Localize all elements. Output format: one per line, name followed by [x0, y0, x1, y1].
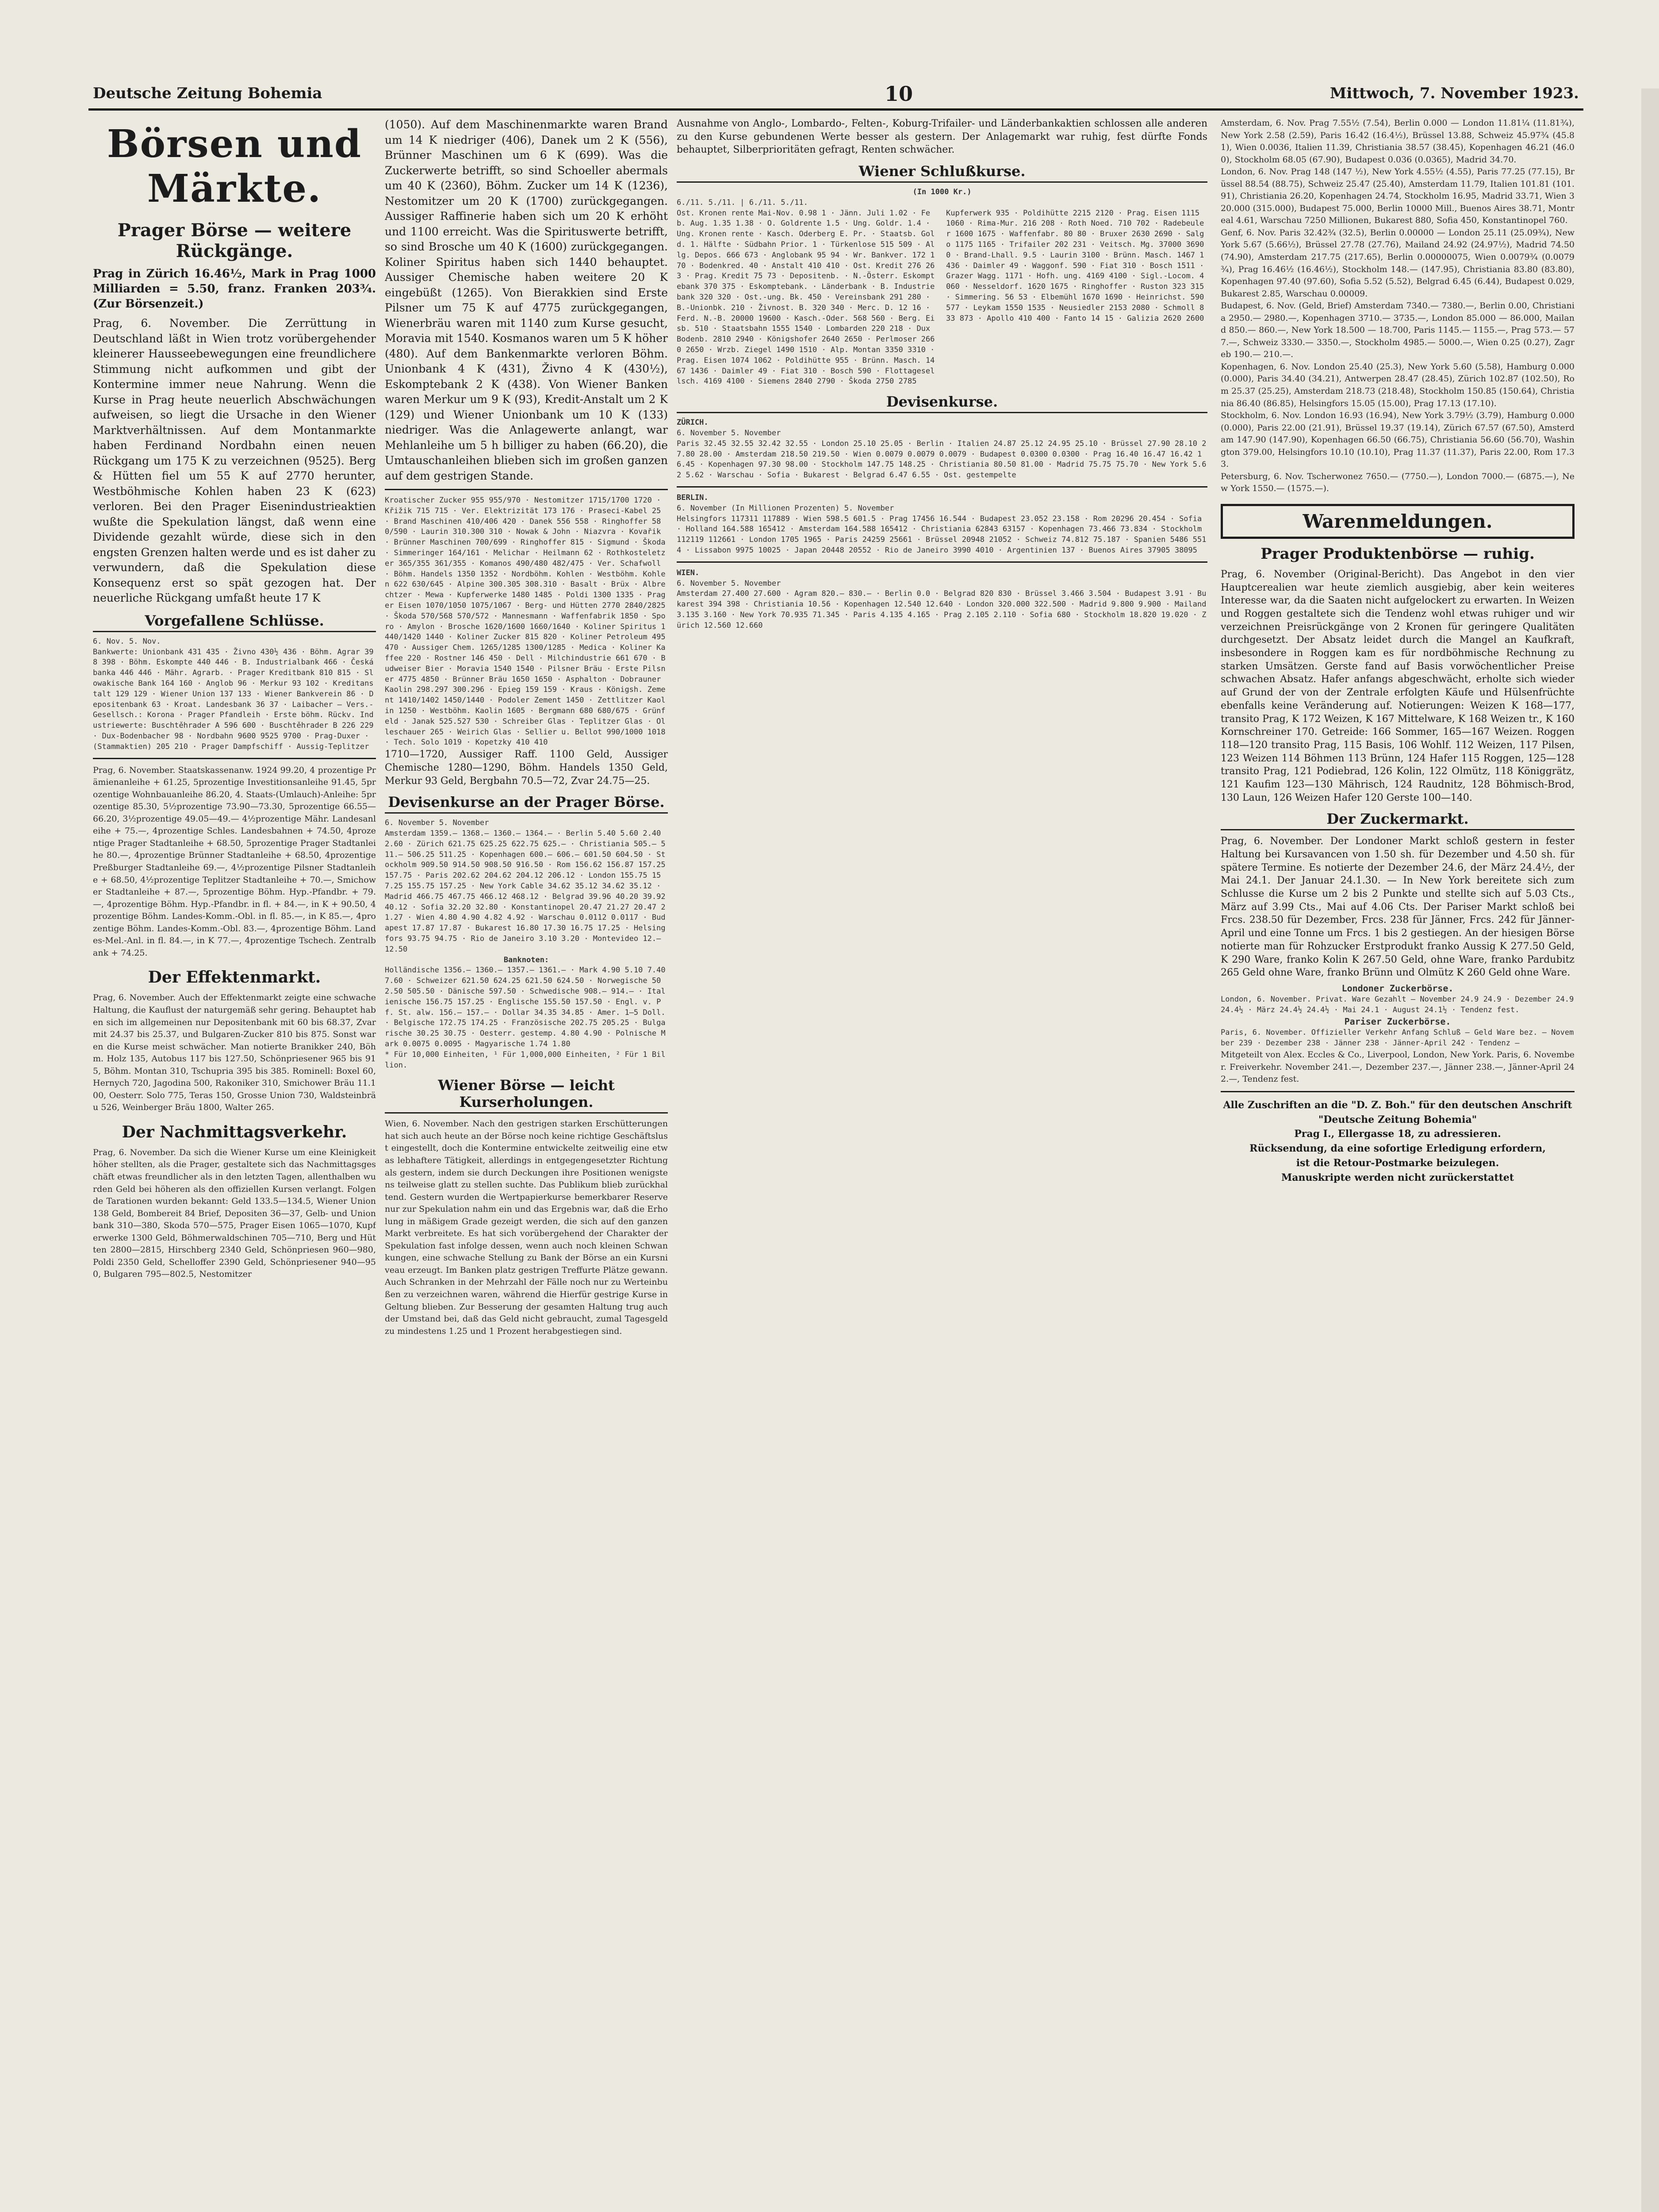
zuckermarkt-title: Der Zuckermarkt. [1221, 810, 1575, 830]
notice-line-3: Prag I., Ellergasse 18, zu adressieren. [1294, 1128, 1501, 1140]
closings-title: Vorgefallene Schlüsse. [93, 612, 376, 632]
closings-tail: 1710—1720, Aussiger Raff. 1100 Geld, Aussiger Chemische 1280—1290, Böhm. Handels 1350 Geld, Merkur 93 Geld, Bergbahn 70.5—72, Zvar 24.75—25. [385, 749, 668, 787]
wien-heads: 6. November 5. November [677, 579, 781, 588]
article-title: Prager Börse — weitere Rückgänge. [117, 220, 352, 261]
notice-line-2: "Deutsche Zeitung Bohemia" [1318, 1114, 1477, 1125]
banknoten-label: Banknoten: [503, 955, 549, 964]
closings-column-heads: 6. Nov. 5. Nov. [93, 637, 161, 646]
wiener-schluss-table-b: Kupferwerk 935 · Poldihütte 2215 2120 · Prag. Eisen 1115 1060 · Rima-Mur. 216 208 · Roth Noed. 710 702 · Radebeuler 1600 1675 · Waffenfabr. 80 80 · Bruxer 2630 2690 · Salgo 1175 1165 · Trifailer 202 231 · Veitsch. Mg. 37000 36900 · Brand-Lhall. 9.5 · Laurin 3100 · Brünn. Masch. 1467 1436 · Daimler 49 · Waggonf. 590 · Fiat 310 · Bosch 1511 · Grazer Wagg. 1171 · Hofh. ung. 4169 4100 · Sigl.-Locom. 4060 · Nesseldorf. 1620 1675 · Ringhoffer · Ruston 323 315 · Simmering. 56 53 · Elbemühl 1670 1690 · Heinrichst. 590 577 · Leykam 1550 1535 · Neusiedler 2153 2080 · Schmoll 833 873 · Apollo 410 400 · Fanto 14 15 · Galizia 2620 2600 [946, 208, 1204, 323]
devisen-title: Devisenkurse an der Prager Börse. [385, 794, 668, 814]
pariser-zucker-title: Pariser Zuckerbörse. [1344, 1016, 1451, 1027]
budapest-rates: Budapest, 6. Nov. (Geld, Brief) Amsterdam 7340.— 7380.—, Berlin 0.00, Christiania 2950.— 2980.—, Kopenhagen 3710.— 3735.—, London 85.000 — 86.000, Mailand 850.— 860.—, New York 18.500 — 18.700, Paris 1145.— 1155.—, Prag 573.— 577.—, Schweiz 3330.— 3350.—, Stockholm 4985.— 5000.—, Wien 0.25 (0.27), Zagreb 190.— 210.—. [1221, 301, 1575, 360]
wiener-schluss-title: Wiener Schlußkurse. [677, 163, 1207, 183]
editorial-notice [1221, 1098, 1575, 1185]
effekten-body: Prag, 6. November. Auch der Effektenmarkt zeigte eine schwache Haltung, die Kauflust der naturgemäß sehr gering. Behauptet haben sich im allgemeinen nur Depositenbank mit 60 bis 68.37, Zvar mit 24.37 bis 25.37, und Bulgaren-Zucker 810 bis 875. Sonst waren die Kurse meist schwächer. Man notierte Branikker 240, Böhm. Holz 135, Autobus 117 bis 127.50, Schönpriesener 965 bis 915, Böhm. Montan 310, Tschupria 395 bis 385. Rominell: Boxel 60, Hernych 720, Jagodina 500, Rakoniker 310, Smichower Bräu 11.100, Oesterr. Solo 775, Teras 150, Grosse Union 730, Waldsteinbräu 526, Weinberger Bräu 1800, Walter 265. [93, 993, 376, 1113]
berlin-label: BERLIN. [677, 493, 709, 502]
nachmittag-title: Der Nachmittagsverkehr. [122, 1122, 347, 1141]
banknoten-table: Holländische 1356.— 1360.— 1357.— 1361.— · Mark 4.90 5.10 7.40 7.60 · Schweizer 621.50 624.25 621.50 624.50 · Norwegische 502.50 505.50 · Dänische 597.50 · Schwedische 908.— 914.— · Italienische 156.75 157.25 · Englische 155.50 157.50 · Engl. v. Pf. St. alw. 156.— 157.— · Dollar 34.35 34.85 · Amer. 1—5 Doll. · Belgische 172.75 174.25 · Französische 202.75 205.25 · Bulgarische 30.25 30.75 · Oesterr. gestemp. 4.80 4.90 · Polnische Mark 0.0075 0.0095 · Magyarische 1.74 1.80 [385, 966, 666, 1048]
notice-line-5: ist die Retour-Postmarke beizulegen. [1296, 1157, 1499, 1169]
zuckermarkt-body: Prag, 6. November. Der Londoner Markt schloß gestern in fester Haltung bei Kursavancen von 1.50 sh. für Dezember und 4.50 sh. für spätere Termine. Es notierte der Dezember 24.6, der März 24.4½, der Mai 24.1. Der Januar 24.1.30. — In New York bereitete sich zum Schlusse die Kurse um 2 bis 2 Punkte und stellte sich auf 5.03 Cts., März auf 3.99 Cts., Mai auf 4.06 Cts. Der Pariser Markt schloß bei Frcs. 238.50 für Dezember, Frcs. 238 für Jänner, Frcs. 242 für Jänner-April und eine Tonne um Frcs. 1 bis 2 gestiegen. An der hiesigen Börse notierte man für Rohzucker Erstprodukt franko Aussig K 277.50 Geld, K 290 Ware, franko Kolin K 267.50 Geld, ohne Ware, franko Pardubitz 265 Geld ohne Ware, franko Brünn und Olmütz K 260 Geld ohne Ware. [1221, 836, 1575, 979]
column-2 [385, 117, 668, 2212]
wien-intro: Ausnahme von Anglo-, Lombardo-, Felten-, Koburg-Trifailer- und Länderbankaktien schlossen alle anderen zu den Kurse gebundenen Werte besser als gestern. Der Anlagemarkt war ruhig, fest dürfte Fonds behauptet, Silberprioritäten gefragt, Renten schwächer. [677, 118, 1207, 156]
amsterdam-rates: Amsterdam, 6. Nov. Prag 7.55½ (7.54), Berlin 0.000 — London 11.81¼ (11.81¾), New York 2.58 (2.59), Paris 16.42 (16.4½), Brüssel 13.88, Schweiz 45.97¾ (45.81), Wien 0.0036, Italien 11.39, Christiania 38.57 (38.45), Kopenhagen 46.21 (46.00), Stockholm 68.05 (67.90), Budapest 0.036 (0.0365), Madrid 34.70. [1221, 118, 1575, 165]
notice-line-6: Manuskripte werden nicht zurückerstattet [1281, 1171, 1514, 1183]
notice-line-1: Alle Zuschriften an die "D. Z. Boh." für den deutschen Anschrift [1223, 1099, 1572, 1111]
page-header [88, 82, 1583, 111]
article-body: Prag, 6. November. Die Zerrüttung in Deutschland läßt in Wien trotz vorübergehender kleinerer Hausseebewegungen eine freundlichere Stimmung nicht aufkommen und gibt der Kontermine immer neue Nahrung. Wenn die Kurse in Prag heute neuerlich Abschwächungen aufweisen, so liegt die Ursache in den Wiener Marktverhältnissen. Auf dem Montanmarkte haben Ferdinand Nordbahn einen neuen Rückgang um 175 K zu verzeichnen (9525). Berg & Hütten fiel um 55 K auf 2770 herunter, Westböhmische Kohlen haben 23 K (623) verloren. Bei den Prager Eisenindustrieaktien wußte die Spekulation längst, daß wenn eine Dividende gezahlt würde, diese sich in den engsten Grenzen halten werde und es ist daher zu verwundern, daß die Spekulation diese Konsequenz erst so spät gezogen hat. Der neuerliche Rückgang umfaßt heute 17 K [93, 317, 376, 605]
market-report: (1050). Auf dem Maschinenmarkte waren Brand um 14 K niedriger (406), Danek um 2 K (556), Brünner Maschinen um 6 K (699). Was die Zuckerwerte betrifft, so sind Schoeller abermals um 40 K (2360), Böhm. Zucker um 14 K (1236), Nestomitzer um 20 K (1700) zurückgegangen. Aussiger Raffinerie haben sich um 20 K erhöht und 1100 erreicht. Was die Spirituswerte betrifft, so sind Brosche um 40 K (1600) zurückgegangen. Koliner Spiritus haben sich 1440 behauptet. Aussiger Chemische haben weitere 20 K eingebüßt (1265). Von Bierakkien sind Erste Pilsner um 75 K auf 4775 zurückgegangen, Wienerbräu waren mit 1140 zum Kurse gesucht, Moravia mit 1540. Kosmanos waren um 5 K höher (480). Auf dem Bankenmarkte verloren Böhm. Unionbank 4 K (431), Živno 4 K (430½), Eskomptebank 2 K (438). Von Wiener Banken waren Merkur um 9 K (93), Kredit-Anstalt um 2 K (129) und Wiener Unionbank um 10 K (133) niedriger. Was die Anlagewerte anlangt, war Mehlanleihe um 5 h billiger zu haben (66.20), die Umtauschanleihen blieben sich im großen ganzen auf dem gestrigen Stande. [385, 118, 668, 482]
column-4 [1221, 117, 1575, 2212]
stockholm-rates: Stockholm, 6. Nov. London 16.93 (16.94), New York 3.79½ (3.79), Hamburg 0.000 (0.000), Paris 22.00 (21.91), Brüssel 19.37 (19.14), Zürich 67.57 (67.50), Amsterdam 147.90 (147.90), Kopenhagen 66.50 (66.75), Christiania 56.60 (56.70), Washington 379.00, Helsingfors 10.10 (10.10), Prag 11.37 (11.37), Paris 22.00, Rom 17.33. [1221, 411, 1575, 469]
wiener-boerse-body: Wien, 6. November. Nach den gestrigen starken Erschütterungen hat sich auch heute an der Börse noch keine richtige Geschäftslust eingestellt, doch die Kontermine entwickelte zeitweilig eine etwas lebhaftere Tätigkeit, allerdings in entgegengesetzter Richtung als gestern, indem sie durch Deckungen ihre Positionen wenigstens teilweise glatt zu stellen suchte. Das Publikum blieb zurückhaltend. Gestern wurden die Wertpapierkurse bemerkbarer Reserve nur zur Spekulation nahm ein und das Ergebnis war, daß die Erholung in mäßigem Grade gezeigt werden, die sich auf den ganzen Markt verbreitete. Es hat sich vorübergehend der Charakter der Spekulation fast infolge dessen, wenn auch noch kleinen Schwankungen, eine schwache Stellung zu Bank der Börse an ein Kursniveau erzeugt. Im Banken platz gestrigen Treffurte Plätze gewann. Auch Schranken in der Mehrzahl der Fälle noch nur zu Werteinbußen zu verzeichnen waren, während die Hierfür gestrige Kurse in Geltung blieben. Zur Besserung der gesamten Haltung trug auch der Umstand bei, daß das Geld nicht gebraucht, zumal Tagesgeld zu mindestens 1.25 und 1 Prozent herabgestiegen sind. [385, 1119, 668, 1336]
zurich-label: ZÜRICH. [677, 418, 709, 427]
devisen-table: Amsterdam 1359.— 1368.— 1360.— 1364.— · Berlin 5.40 5.60 2.40 2.60 · Zürich 621.75 625.25 622.75 625.— · Christiania 505.— 511.— 506.25 511.25 · Kopenhagen 600.— 606.— 601.50 604.50 · Stockholm 909.50 914.50 908.50 916.50 · Rom 156.62 156.87 157.25 157.75 · Paris 202.62 204.62 204.12 206.12 · London 155.75 157.25 155.75 157.25 · New York Cable 34.62 35.12 34.62 35.12 · Madrid 466.75 467.75 466.12 468.12 · Belgrad 39.96 40.20 39.92 40.12 · Sofia 32.20 32.80 · Konstantinopel 20.47 21.27 20.47 21.27 · Wien 4.80 4.90 4.82 4.92 · Warschau 0.0112 0.0117 · Budapest 17.87 17.87 · Bukarest 16.80 17.30 16.75 17.25 · Helsingfors 93.75 94.75 · Rio de Janeiro 3.10 3.20 · Montevideo 12.— 12.50 [385, 829, 666, 954]
notice-line-4: Rücksendung, da eine sofortige Erledigung erfordern, [1249, 1143, 1546, 1155]
closings-note: Prag, 6. November. Staatskassenanw. 1924 99.20, 4 prozentige Prämienanleihe + 61.25, 5prozentige Investitionsanleihe 91.45, 5prozentige Wohnbauanleihe 86.20, 4. Staats-(Umlauch)-Anleihe: 5prozentige 85.30, 5½prozentige 73.90—73.30, 5prozentige 66.55—66.20, 3½prozentige 49.05—49.— 4½prozentige Mähr. Landesanleihe + 75.—, 4prozentige Schles. Landesbahnen + 74.50, 4prozentige Prager Stadtanleihe + 68.50, 5prozentige Prager Stadtanleihe 80.—, 4prozentige Brünner Stadtanleihe + 68.50, 4prozentige Preßburger Stadtanleihe 69.—, 4½prozentige Pilsner Stadtanleihe + 68.50, 4½prozentige Teplitzer Stadtanleihe + 70.—, Smichower Stadtanleihe + 87.—, 5prozentige Böhm. Hyp.-Pfandbr. + 79.—, 4prozentige Böhm. Hyp.-Pfandbr. in fl. + 84.—, in K + 90.50, 4prozentige Böhm. Landes-Komm.-Obl. in fl. 85.—, in K 85.—, 4prozentige Böhm. Landes-Komm.-Obl. 83.—, 4prozentige Böhm. Landes-Mel.-Anl. in fl. 84.—, in K 77.—, 4prozentige Tschech. Zentralbank + 74.25. [93, 765, 376, 958]
wien-label: WIEN. [677, 568, 700, 577]
nachmittag-body: Prag, 6. November. Da sich die Wiener Kurse um eine Kleinigkeit höher stellten, als die Prager, gestaltete sich das Nachmittagsgeschäft etwas freundlicher als in den letzten Tagen, allenthalben wurden Geld bei höheren als den offiziellen Kursen verlangt. Folgende Tarationen wurden bekannt: Geld 133.5—134.5, Wiener Union 138 Geld, Bombereit 84 Brief, Depositen 36—37, Gelb- und Unionbank 310—380, Skoda 570—575, Prager Eisen 1065—1070, Kupferwerke 1300 Geld, Böhmerwaldschinen 705—710, Berg und Hütten 2800—2815, Hirschberg 2340 Geld, Schönpriesen 960—980, Poldi 2350 Geld, Schelloffer 2390 Geld, Schönpriesener 940—950, Bulgaren 795—802.5, Nestomitzer [93, 1147, 376, 1279]
devisen-heads: 6. November 5. November [385, 818, 489, 828]
column-1 [93, 117, 376, 2212]
devisen-note: * Für 10,000 Einheiten, ¹ Für 1,000,000 Einheiten, ² Für 1 Billion. [385, 1050, 666, 1070]
devisenkurse-title: Devisenkurse. [677, 393, 1207, 413]
london-rates: London, 6. Nov. Prag 148 (147 ½), New York 4.55½ (4.55), Paris 77.25 (77.15), Brüssel 88.54 (88.75), Schweiz 25.47 (25.40), Amsterdam 11.79, Italien 101.81 (101.91), Christiania 26.20, Kopenhagen 24.74, Stockholm 16.95, Madrid 33.71, Wien 320.000 (315.000), Budapest 75.000, Berlin 10000 Mill., Buenos Aires 38.71, Montreal 4.61, Warschau 7250 Millionen, Bukarest 880, Sofia 450, Konstantinopel 760. [1221, 167, 1575, 226]
masthead-left: Deutsche Zeitung Bohemia [93, 84, 322, 102]
londoner-zucker-table: London, 6. November. Privat. Ware Gezahlt — November 24.9 24.9 · Dezember 24.9 24.4½ · März 24.4½ 24.4½ · Mai 24.1 · August 24.1½ · Tendenz fest. [1221, 995, 1574, 1014]
closings-table: Bankwerte: Unionbank 431 435 · Živno 430½ 436 · Böhm. Agrar 398 398 · Böhm. Eskompte 440 446 · B. Industrialbank 466 · Česká banka 446 446 · Mähr. Agrarb. · Prager Kreditbank 810 815 · Slowakische Bank 164 160 · Anglob 96 · Merkur 93 102 · Kreditanstalt 129 129 · Wiener Union 137 133 · Wiener Bankverein 86 · Depositenbank 63 · Kroat. Landesbank 36 37 · Laibacher — Vers.-Gesellsch.: Korona · Prager Pfandleih · Erste böhm. Rückv. Industriewerte: Buschtěhrader A 596 600 · Buschtěhrader B 226 229 · Dux-Bodenbacher 98 · Nordbahn 9600 9525 9700 · Prag-Duxer · (Stammaktien) 205 210 · Prager Dampfschiff · Aussig-Teplitzer [93, 647, 374, 751]
berlin-heads: 6. November (In Millionen Prozenten) 5. November [677, 503, 894, 513]
adjacent-page-edge [1641, 88, 1659, 2212]
wiener-schluss-sub: (In 1000 Kr.) [912, 188, 972, 197]
produktenboerse-body: Prag, 6. November (Original-Bericht). Das Angebot in den vier Hauptcerealien war heute ziemlich ausgiebig, aber kein weiteres Interesse war, da die Saaten nicht aufgelockert zu erwarten. In Weizen und Roggen gestaltete sich die Tendenz wohl etwas ruhiger und wir verzeichnen Preisrückgänge von 2 Kronen für geringere Qualitäten durchgesetzt. Der Absatz leidet durch die Mangel an Kaufkraft, insbesondere in Roggen kam es für nordböhmische Rechnung zu starken Umsätzen. Gerste fand auf Basis vorwöchentlicher Preise schwachen Absatz. Hafer anfangs abgeschwächt, erholte sich wieder auf Grund der von der Zentrale erfolgten Käufe und Hülsenfrüchte ebenfalls keine Veränderung auf. Notierungen: Weizen K 168—177, transito Prag, K 172 Weizen, K 167 Mittelware, K 168 Weizen tr., K 160 Kornschreiner 170. Getreide: 166 Sommer, 165—167 Weizen. Roggen 118—120 transito Prag, 115 Basis, 106 Wohlf. 112 Weizen, 117 Pilsen, 123 Weizen 114 Böhmen 113 Brünn, 124 Hafer 115 Roggen, 125—128 transito Prag, 121 Podiebrad, 126 Kolin, 122 Olmütz, 118 Königgrätz, 121 Kaufim 123—130 Mährisch, 124 Raudnitz, 128 Böhmisch-Brod, 130 Laun, 126 Weizen Hafer 120 Gerste 100—140. [1221, 568, 1575, 803]
article-lead: Prag in Zürich 16.46½, Mark in Prag 1000 Milliarden = 5.50, franz. Franken 203¾. (Zur Börsenzeit.) [93, 267, 376, 311]
londoner-zucker-title: Londoner Zuckerbörse. [1341, 983, 1454, 994]
divider [677, 486, 1207, 488]
petersburg-rates: Petersburg, 6. Nov. Tscherwonez 7650.— (7750.—), London 7000.— (6875.—), New York 1550.— (1575.—). [1221, 471, 1575, 494]
divider [385, 489, 668, 490]
zurich-heads: 6. November 5. November [677, 429, 781, 438]
masthead-date: Mittwoch, 7. November 1923. [1329, 84, 1579, 102]
berlin-table: Helsingfors 117311 117889 · Wien 598.5 601.5 · Prag 17456 16.544 · Budapest 23.052 23.158 · Rom 20296 20.454 · Sofia · Holland 164.588 165412 · Amsterdam 164.588 165412 · Christiania 62843 63157 · Kopenhagen 73.466 73.834 · Stockholm 112119 112661 · London 1705 1965 · Paris 24259 25661 · Brüssel 20948 21052 · Schweiz 74.812 75.187 · Spanien 5486 5514 · Lissabon 9975 10025 · Japan 20448 20552 · Rio de Janeiro 3990 4010 · Argentinien 137 · Buenos Aires 37905 38095 [677, 514, 1207, 555]
kopenhagen-rates: Kopenhagen, 6. Nov. London 25.40 (25.3), New York 5.60 (5.58), Hamburg 0.000 (0.000), Paris 34.40 (34.21), Antwerpen 28.47 (28.45), Zürich 102.87 (102.50), Rom 25.37 (25.25), Amsterdam 218.73 (218.48), Stockholm 150.85 (150.64), Christiania 86.40 (86.85), Helsingfors 15.05 (15.00), Prag 17.13 (17.10). [1221, 361, 1575, 408]
wiener-schluss-tables [677, 208, 1207, 388]
column-3 [677, 117, 1207, 2212]
divider [677, 561, 1207, 563]
divider [93, 758, 376, 759]
wiener-boerse-title: Wiener Börse — leicht Kurserholungen. [385, 1077, 668, 1114]
wiener-schluss-heads: 6./11. 5./11. | 6./11. 5./11. [677, 198, 808, 207]
genf-rates: Genf, 6. Nov. Paris 32.42¾ (32.5), Berlin 0.00000 — London 25.11 (25.09¾), New York 5.67 (5.66½), Brüssel 27.78 (27.76), Mailand 24.92 (24.97½), Madrid 74.50 (74.90), Amsterdam 217.75 (217.65), Berlin 0.00000075, Wien 0.0079¾ (0.0079¾), Prag 16.46½ (16.46½), Stockholm 148.— (147.95), Christiania 83.80 (83.80), Kopenhagen 97.40 (97.60), Sofia 5.52 (5.52), Belgrad 6.45 (6.44), Budapest 0.029, Bukarest 2.85, Warschau 0.00009. [1221, 227, 1575, 299]
liverpool-note: Mitgeteilt von Alex. Eccles & Co., Liverpool, London, New York. Paris, 6. November. Freiverkehr. November 241.—, Dezember 237.—, Jänner 238.—, Jänner-April 242.—, Tendenz fest. [1221, 1050, 1575, 1084]
divider [1221, 1091, 1575, 1092]
pariser-zucker-table: Paris, 6. November. Offizieller Verkehr Anfang Schluß — Geld Ware bez. — November 239 · Dezember 238 · Jänner 238 · Jänner-April 242 · Tendenz — [1221, 1028, 1574, 1048]
wiener-schluss-table-a: Ost. Kronen rente Mai-Nov. 0.98 1 · Jänn. Juli 1.02 · Feb. Aug. 1.35 1.38 · O. Goldrente 1.5 · Ung. Goldr. 1.4 · Ung. Kronen rente · Kasch. Oderberg E. Pr. · Staatsb. Gold. 1. Hälfte · Südbahn Prior. 1 · Türkenlose 515 509 · Allg. Depos. 666 673 · Anglobank 95 94 · Wr. Bankver. 172 170 · Bodenkred. 40 · Anstalt 410 410 · Ost. Kredit 276 263 · Prag. Kredit 75 73 · Depositenb. · N.-Österr. Eskomptebank 370 375 · Eskomptebank. · Länderbank · B. Industriebank 320 320 · Ost.-ung. Bk. 450 · Vereinsbank 291 280 · B.-Unionbk. 210 · Živnost. B. 320 340 · Merc. D. 12 16 · Ferd. N.-B. 20000 19600 · Kasch.-Oder. 568 560 · Berg. Eisb. 510 · Staatsbahn 1555 1540 · Lombarden 220 218 · Dux Bodenb. 2810 2940 · Königshofer 2640 2650 · Perlmoser 2660 2650 · Wrzb. Ziegel 1490 1510 · Alp. Montan 3350 3310 · Prag. Eisen 1074 1062 · Poldihütte 955 · Brünn. Masch. 1467 1436 · Daimler 49 · Fiat 310 · Bosch 590 · Flottagesellsch. 4169 4100 · Siemens 2840 2790 · Škoda 2750 2785 [677, 208, 935, 386]
produktenboerse-title: Prager Produktenbörse — ruhig. [1261, 545, 1535, 563]
page-number: 10 [885, 82, 913, 106]
section-title: Börsen und Märkte. [107, 122, 362, 211]
zurich-table: Paris 32.45 32.55 32.42 32.55 · London 25.10 25.05 · Berlin · Italien 24.87 25.12 24.95 25.10 · Brüssel 27.90 28.10 27.80 28.00 · Amsterdam 218.50 219.50 · Wien 0.0079 0.0079 0.0079 · Budapest 0.0300 0.0300 · Prag 16.40 16.47 16.42 16.45 · Kopenhagen 97.30 98.00 · Stockholm 147.75 148.25 · Christiania 80.50 81.00 · Madrid 75.75 75.70 · New York 5.62 5.62 · Warschau · Sofia · Bukarest · Belgrad 6.47 6.55 · Ost. gestempelte [677, 439, 1207, 480]
wien-table: Amsterdam 27.400 27.600 · Agram 820.— 830.— · Berlin 0.0 · Belgrad 820 830 · Brüssel 3.466 3.504 · Budapest 3.91 · Bukarest 394 398 · Christiania 10.56 · Kopenhagen 12.540 12.640 · London 320.000 322.500 · Madrid 9.800 9.900 · Mailand 3.135 3.160 · New York 70.935 71.345 · Paris 4.135 4.165 · Prag 2.105 2.110 · Sofia 680 · Stockholm 18.820 19.020 · Zürich 12.560 12.660 [677, 589, 1207, 630]
closings-table-2: Kroatischer Zucker 955 955/970 · Nestomitzer 1715/1700 1720 · Křižik 715 715 · Ver. Elektrizität 173 176 · Praseci-Kabel 25 · Brand Maschinen 410/406 420 · Danek 556 558 · Ringhoffer 580/590 · Laurin 310.300 310 · Nowak & John · Niazvra · Kovařik · Brünner Maschinen 700/699 · Ringhoffer 815 · Sigmund · Škoda · Simmeringer 164/161 · Melichar · Heilmann 62 · Rothkosteletzer 365/355 361/355 · Komanos 490/480 482/475 · Ver. Schafwoll · Böhm. Handels 1350 1352 · Nordböhm. Kohlen · Westböhm. Kohlen 622 630/645 · Alpine 300.305 308.310 · Basalt · Brüx · Albrechtzer · Mewa · Kupferwerke 1480 1485 · Poldi 1300 1335 · Prager Eisen 1070/1050 1075/1067 · Berg- und Hütten 2770 2840/2825 · Škoda 570/568 570/572 · Mannesmann · Waffenfabrik 1850 · Sporo · Amylon · Brosche 1620/1600 1660/1640 · Koliner Spiritus 1440/1420 1440 · Koliner Zucker 815 820 · Koliner Petroleum 495 470 · Aussiger Chem. 1265/1285 1300/1285 · Medica · Koliner Kaffee 220 · Rostner 146 450 · Dell · Milchindustrie 661 670 · Budweiser Bier · Moravia 1540 1540 · Pilsner Bräu · Erste Pilsner 4775 4850 · Brünner Bräu 1650 1650 · Asphalton · Dobrauner Kaolin 298.297 300.296 · Epieg 159 159 · Kraus · Königsh. Zement 1410/1402 1450/1440 · Podoler Zement 1450 · Zettlitzer Kaolin 1250 · Westböhm. Kaolin 1605 · Bergmann 680 680/675 · Grünfeld · Janak 525.527 530 · Schreiber Glas · Teplitzer Glas · Olleschauer 265 · Weirich Glas · Sellier u. Bellot 990/1000 1018 · Tech. Solo 1019 · Kopetzky 410 410 [385, 496, 666, 747]
effekten-title: Der Effektenmarkt. [148, 968, 321, 987]
warenmeldungen-title: Warenmeldungen. [1221, 504, 1575, 539]
